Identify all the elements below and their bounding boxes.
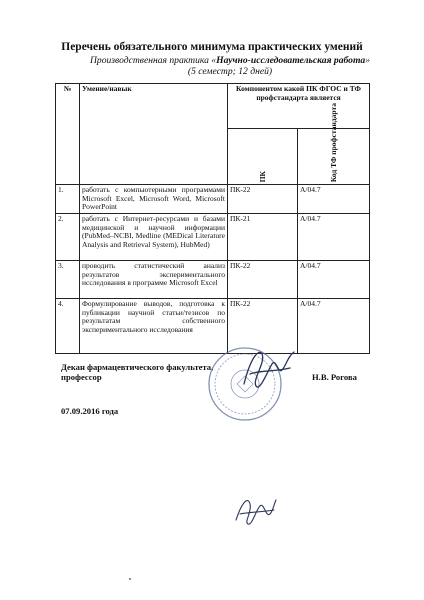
row-tf-code: A/04.7 [298,299,370,354]
header-component: Компонентом какой ПК ФГОС и ТФ профстандарта является [228,84,370,129]
dean-signature [238,340,298,396]
row-tf-code: A/04.7 [298,185,370,214]
row-skill: проводить статистический анализ результатов экспериментального исследования в программе Microsoft Excel [80,261,228,299]
dean-title-line1: Декан фармацевтического факультета, [61,362,214,372]
document-date: 07.09.2016 года [61,406,119,416]
row-number: 4. [56,299,80,354]
row-tf-code: A/04.7 [298,214,370,261]
row-pk: ПК-22 [228,185,298,214]
row-pk: ПК-22 [228,299,298,354]
row-number: 1. [56,185,80,214]
row-number: 2. [56,214,80,261]
row-tf-code: A/04.7 [298,261,370,299]
header-skill: Умение/навык [80,84,228,185]
table-row [56,214,370,261]
page-mark [129,578,131,580]
subtitle-prefix: Производственная практика « [89,55,217,66]
row-skill: работать с компьютерными программами Microsoft Excel, Microsoft Word, Microsoft PowerPoint [80,185,228,214]
dean-title-line2: профессор [61,372,102,382]
header-pk [228,129,298,185]
row-pk: ПК-21 [228,214,298,261]
row-number: 3. [56,261,80,299]
subtitle-semester: (5 семестр; 12 дней) [187,66,273,77]
header-number: № [56,84,80,185]
header-tf-code [298,102,370,185]
approval-signature [232,492,278,530]
document-title: Перечень обязательного минимума практических умений [61,41,363,53]
subtitle-practice-name: Научно-исследовательская работа [216,55,366,66]
table-row [56,185,370,214]
row-skill: Формулирование выводов, подготовка к публикации научной статьи/тезисов по результатам собственного экспериментального исследования [80,299,228,354]
skills-table [55,83,370,354]
row-skill: работать с Интернет-ресурсами и базами медицинской и научной информации (PubMed–NCBI, Medline (MEDical Literature Analysis and Retrieval System), HubMed) [80,214,228,261]
table-row [56,261,370,299]
row-pk: ПК-22 [228,261,298,299]
header-tf-code-label: Код ТФ профстандарта [328,102,338,182]
header-pk-label: ПК [257,170,267,182]
dean-name: Н.В. Рогова [312,372,357,382]
subtitle-suffix: » [365,55,371,66]
dean-title [61,362,213,382]
document-subtitle [60,55,400,77]
